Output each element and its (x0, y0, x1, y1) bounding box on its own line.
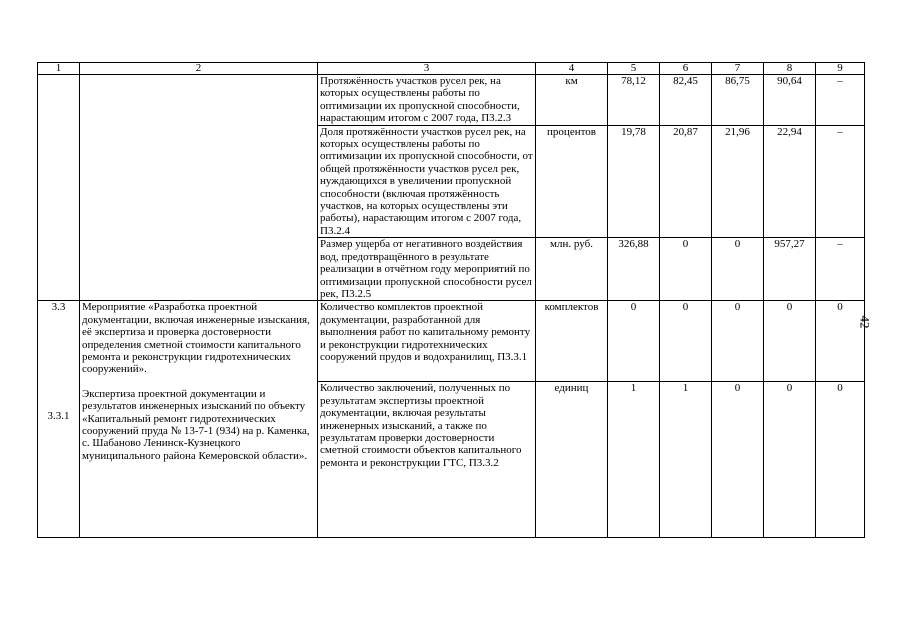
unit-cell: процентов (536, 125, 608, 238)
page-number: 42 (857, 315, 873, 329)
section-number-cell (38, 75, 80, 301)
subsection-number: 3.3.1 (47, 409, 70, 422)
unit-cell: единиц (536, 382, 608, 538)
measure-description-cell (80, 75, 318, 301)
value-col-8: 0 (764, 301, 816, 382)
indicator-name: Количество заключений, полученных по результатам экспертизы проектной документации, включая результаты инженерных изысканий, а также по результатам проверки достоверности сметной стоимости объектов капитального ремонта и реконструкции ГТС, П3.3.2 (318, 382, 536, 538)
indicator-name: Протяжённость участков русел рек, на которых осуществлены работы по оптимизации их пропускной способности, нарастающим итогом с 2007 года, П3.2.3 (318, 75, 536, 126)
value-col-5: 326,88 (608, 238, 660, 301)
header-col-2: 2 (80, 63, 318, 75)
value-col-7: 0 (712, 301, 764, 382)
value-col-9: – (816, 238, 865, 301)
submeasure-description: Экспертиза проектной документации и результатов инженерных изысканий по объекту «Капитальный ремонт гидротехнических сооружений пруда № 13-7-1 (934) на р. Каменка, с. Шабаново Ленинск-Кузнецкого муниципального района Кемеровской области». (82, 387, 310, 462)
table-row (38, 75, 865, 126)
value-col-6: 1 (660, 382, 712, 538)
value-col-5: 1 (608, 382, 660, 538)
value-col-7: 0 (712, 382, 764, 538)
section-number-cell (38, 301, 80, 538)
header-col-8: 8 (764, 63, 816, 75)
value-col-9: 0 (816, 301, 865, 382)
value-col-8: 22,94 (764, 125, 816, 238)
header-col-4: 4 (536, 63, 608, 75)
value-col-8: 957,27 (764, 238, 816, 301)
unit-cell: комплектов (536, 301, 608, 382)
header-col-3: 3 (318, 63, 536, 75)
unit-cell: млн. руб. (536, 238, 608, 301)
value-col-6: 0 (660, 301, 712, 382)
value-col-6: 82,45 (660, 75, 712, 126)
value-col-9: 0 (816, 382, 865, 538)
value-col-6: 0 (660, 238, 712, 301)
header-col-7: 7 (712, 63, 764, 75)
value-col-9: – (816, 75, 865, 126)
indicator-name: Размер ущерба от негативного воздействия вод, предотвращённого в результате реализации в отчётном году мероприятий по оптимизации пропускной способности русел рек, П3.2.5 (318, 238, 536, 301)
value-col-6: 20,87 (660, 125, 712, 238)
header-col-1: 1 (38, 63, 80, 75)
value-col-5: 0 (608, 301, 660, 382)
section-number: 3.3 (51, 301, 66, 314)
value-col-8: 90,64 (764, 75, 816, 126)
header-col-6: 6 (660, 63, 712, 75)
measure-description: Мероприятие «Разработка проектной документации, включая инженерные изыскания, её экспертиза и проверка достоверности определения сметной стоимости капитального ремонта и реконструкции гидротехнических сооружений». (82, 301, 310, 376)
table-row (38, 301, 865, 382)
indicators-table (37, 62, 865, 538)
value-col-5: 19,78 (608, 125, 660, 238)
unit-cell: км (536, 75, 608, 126)
measure-description-cell (80, 301, 318, 538)
value-col-9: – (816, 125, 865, 238)
indicator-name: Доля протяжённости участков русел рек, на которых осуществлены работы по оптимизации их пропускной способности, от общей протяжённости участков русел рек, нуждающихся в увеличении пропускной способности (включая протяжённость участков, на которых осуществлены эти работы), нарастающим итогом с 2007 года, П3.2.4 (318, 125, 536, 238)
value-col-7: 0 (712, 238, 764, 301)
header-col-5: 5 (608, 63, 660, 75)
table-header-row (38, 63, 865, 75)
header-col-9: 9 (816, 63, 865, 75)
value-col-7: 21,96 (712, 125, 764, 238)
value-col-7: 86,75 (712, 75, 764, 126)
value-col-8: 0 (764, 382, 816, 538)
value-col-5: 78,12 (608, 75, 660, 126)
indicator-name: Количество комплектов проектной документации, разработанной для выполнения работ по капитальному ремонту и реконструкции гидротехнических сооружений прудов и водохранилищ, П3.3.1 (318, 301, 536, 382)
